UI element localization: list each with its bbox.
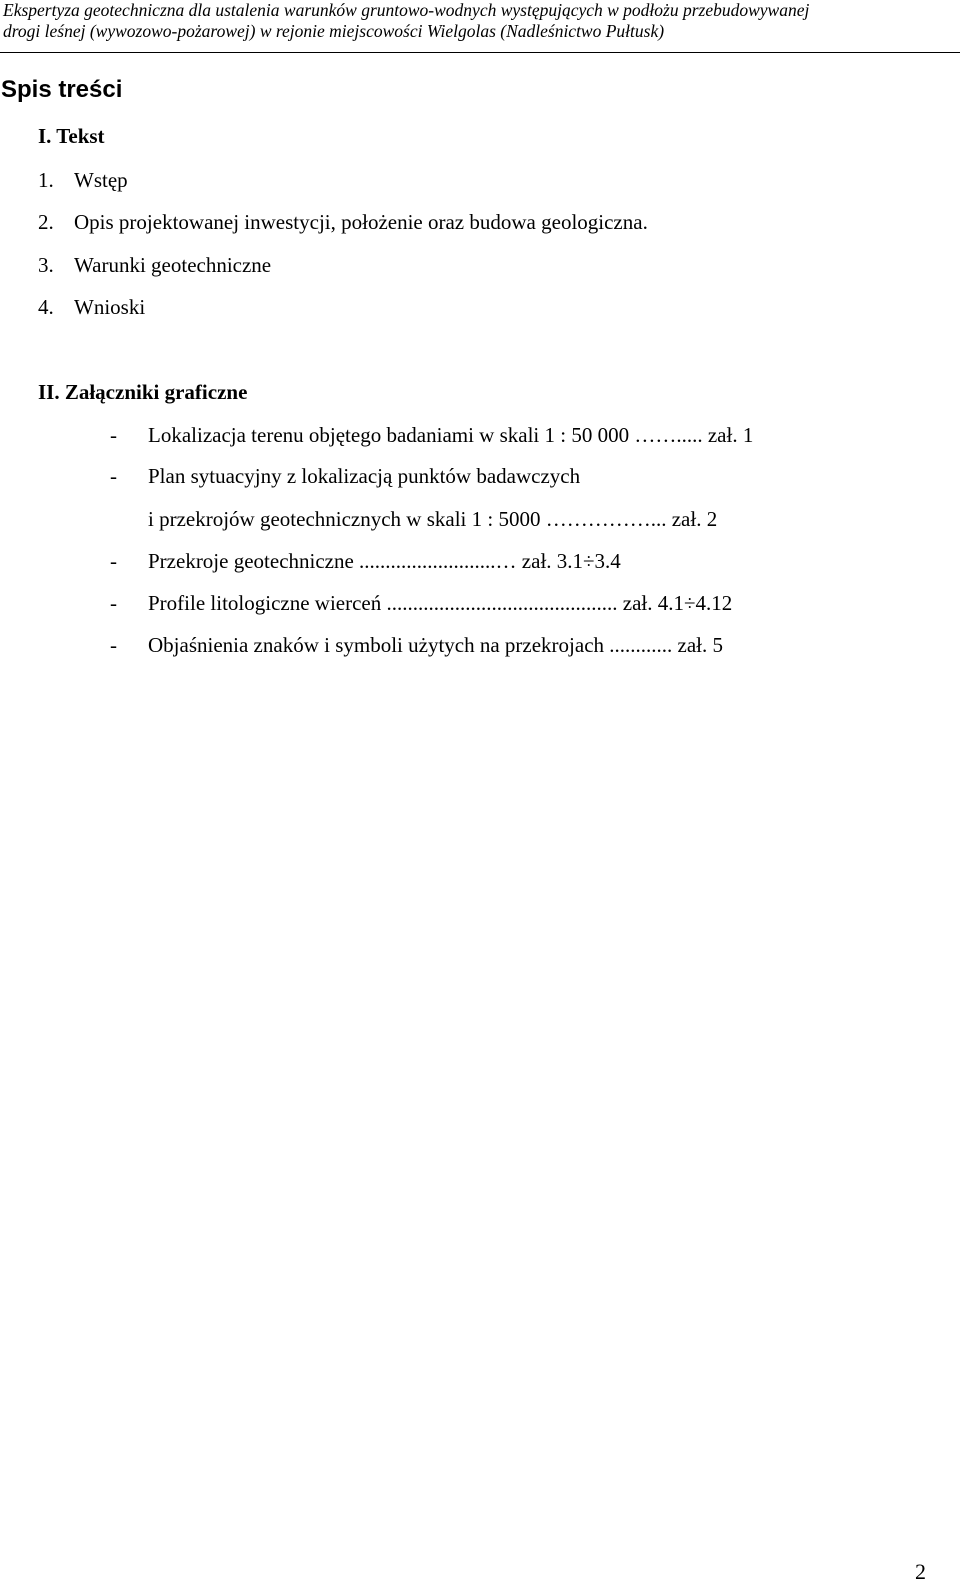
item-number: 3. — [38, 253, 54, 277]
page-number: 2 — [915, 1559, 926, 1584]
toc-item-geotechnical-conditions: Warunki geotechniczne — [74, 253, 272, 277]
toc-item-conclusions: Wnioski — [74, 295, 146, 319]
item-number: 2. — [38, 210, 54, 234]
page-header — [0, 0, 960, 53]
attachment-site-plan: Plan sytuacyjny z lokalizacją punktów badawczych — [148, 464, 581, 488]
toc-item-introduction: Wstęp — [74, 168, 128, 192]
attachment-site-plan-continued: i przekrojów geotechnicznych w skali 1 : 5000 ……………... zał. 2 — [148, 507, 718, 531]
item-number: 4. — [38, 295, 54, 319]
list-dash: - — [110, 591, 117, 615]
list-dash: - — [110, 633, 117, 657]
item-number: 1. — [38, 168, 54, 192]
section-heading-text: I. Tekst — [38, 124, 105, 148]
list-dash: - — [110, 423, 117, 447]
toc-item-project-description: Opis projektowanej inwestycji, położenie oraz budowa geologiczna. — [74, 210, 648, 234]
header-line-1: Ekspertyza geotechniczna dla ustalenia warunków gruntowo-wodnych występujących w podłożu przebudowywanej — [3, 0, 810, 20]
attachment-location-map: Lokalizacja terenu objętego badaniami w skali 1 : 50 000 ……..... zał. 1 — [148, 423, 754, 447]
attachment-cross-sections: Przekroje geotechniczne ..........................… zał. 3.1÷3.4 — [148, 549, 621, 573]
attachment-legend: Objaśnienia znaków i symboli użytych na przekrojach ............ zał. 5 — [148, 633, 723, 657]
toc-title: Spis treści — [1, 76, 123, 103]
section-heading-attachments: II. Załączniki graficzne — [38, 380, 248, 404]
header-line-2: drogi leśnej (wywozowo-pożarowej) w rejonie miejscowości Wielgolas (Nadleśnictwo Pułtusk) — [3, 21, 665, 41]
list-dash: - — [110, 464, 117, 488]
attachment-borehole-profiles: Profile litologiczne wierceń ............................................ zał. 4.1÷4.12 — [148, 591, 733, 615]
list-dash: - — [110, 549, 117, 573]
